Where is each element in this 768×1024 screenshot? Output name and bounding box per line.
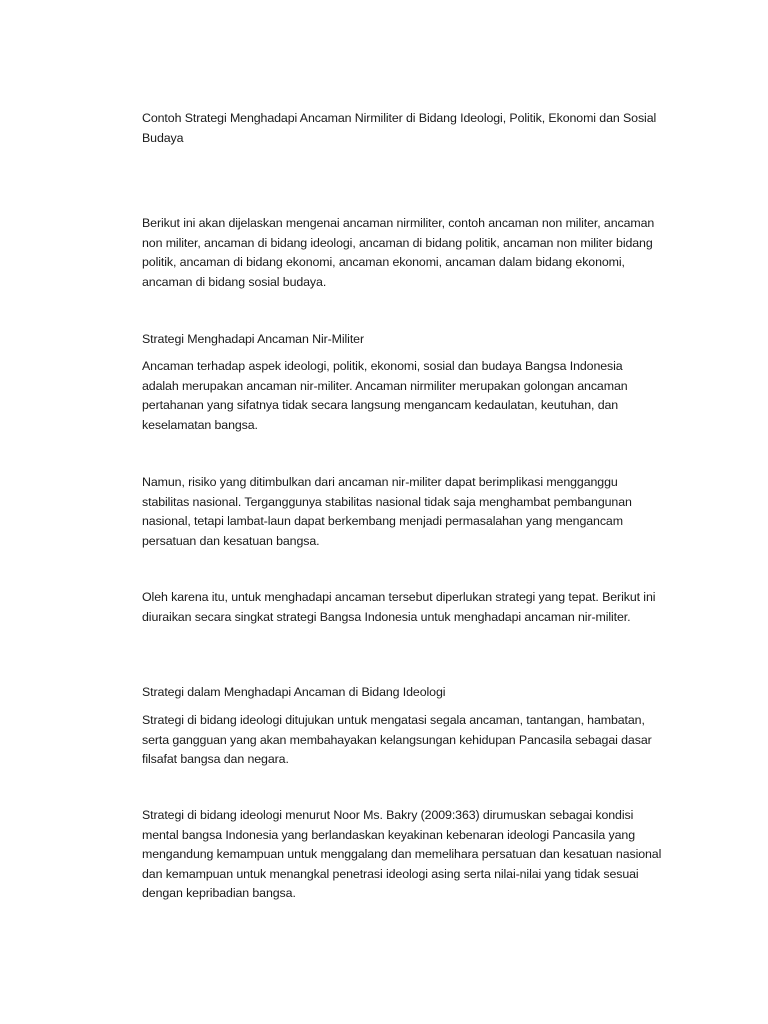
paragraph: Strategi di bidang ideologi menurut Noor Ms. Bakry (2009:363) dirumuskan sebagai kondisi mental bangsa Indonesia yang berlandaskan keyakinan kebenaran ideologi Pancasila yang mengandung kemampuan untuk menggalang dan memelihara persatuan dan kesatuan nasional dan kemampuan untuk menangkal penetrasi ideologi asing serta nilai-nilai yang tidak sesuai dengan kepribadian bangsa. xyxy=(142,808,662,900)
section-heading-ideologi: Strategi dalam Menghadapi Ancaman di Bidang Ideologi xyxy=(142,685,446,699)
intro-paragraph: Berikut ini akan dijelaskan mengenai ancaman nirmiliter, contoh ancaman non militer, ancaman non militer, ancaman di bidang ideologi, ancaman di bidang politik, ancaman non militer bidang politik, ancaman di bidang ekonomi, ancaman ekonomi, ancaman dalam bidang ekonomi, ancaman di bidang sosial budaya. xyxy=(142,216,655,289)
paragraph: Oleh karena itu, untuk menghadapi ancaman tersebut diperlukan strategi yang tepat. Berikut ini diuraikan secara singkat strategi Bangsa Indonesia untuk menghadapi ancaman nir-militer. xyxy=(142,590,656,624)
paragraph: Strategi di bidang ideologi ditujukan untuk mengatasi segala ancaman, tantangan, hambatan, serta gangguan yang akan membahayakan kelangsungan kehidupan Pancasila sebagai dasar filsafat bangsa dan negara. xyxy=(142,713,652,766)
section-heading-nir-militer: Strategi Menghadapi Ancaman Nir-Militer xyxy=(142,332,364,346)
paragraph: Ancaman terhadap aspek ideologi, politik, ekonomi, sosial dan budaya Bangsa Indonesia adalah merupakan ancaman nir-militer. Ancaman nirmiliter merupakan golongan ancaman pertahanan yang sifatnya tidak secara langsung mengancam kedaulatan, keutuhan, dan keselamatan bangsa. xyxy=(142,359,628,432)
document-title: Contoh Strategi Menghadapi Ancaman Nirmiliter di Bidang Ideologi, Politik, Ekonomi dan Sosial Budaya xyxy=(142,111,657,145)
paragraph: Namun, risiko yang ditimbulkan dari ancaman nir-militer dapat berimplikasi mengganggu stabilitas nasional. Terganggunya stabilitas nasional tidak saja menghambat pembangunan nasional, tetapi lambat-laun dapat berkembang menjadi permasalahan yang mengancam persatuan dan kesatuan bangsa. xyxy=(142,475,632,548)
